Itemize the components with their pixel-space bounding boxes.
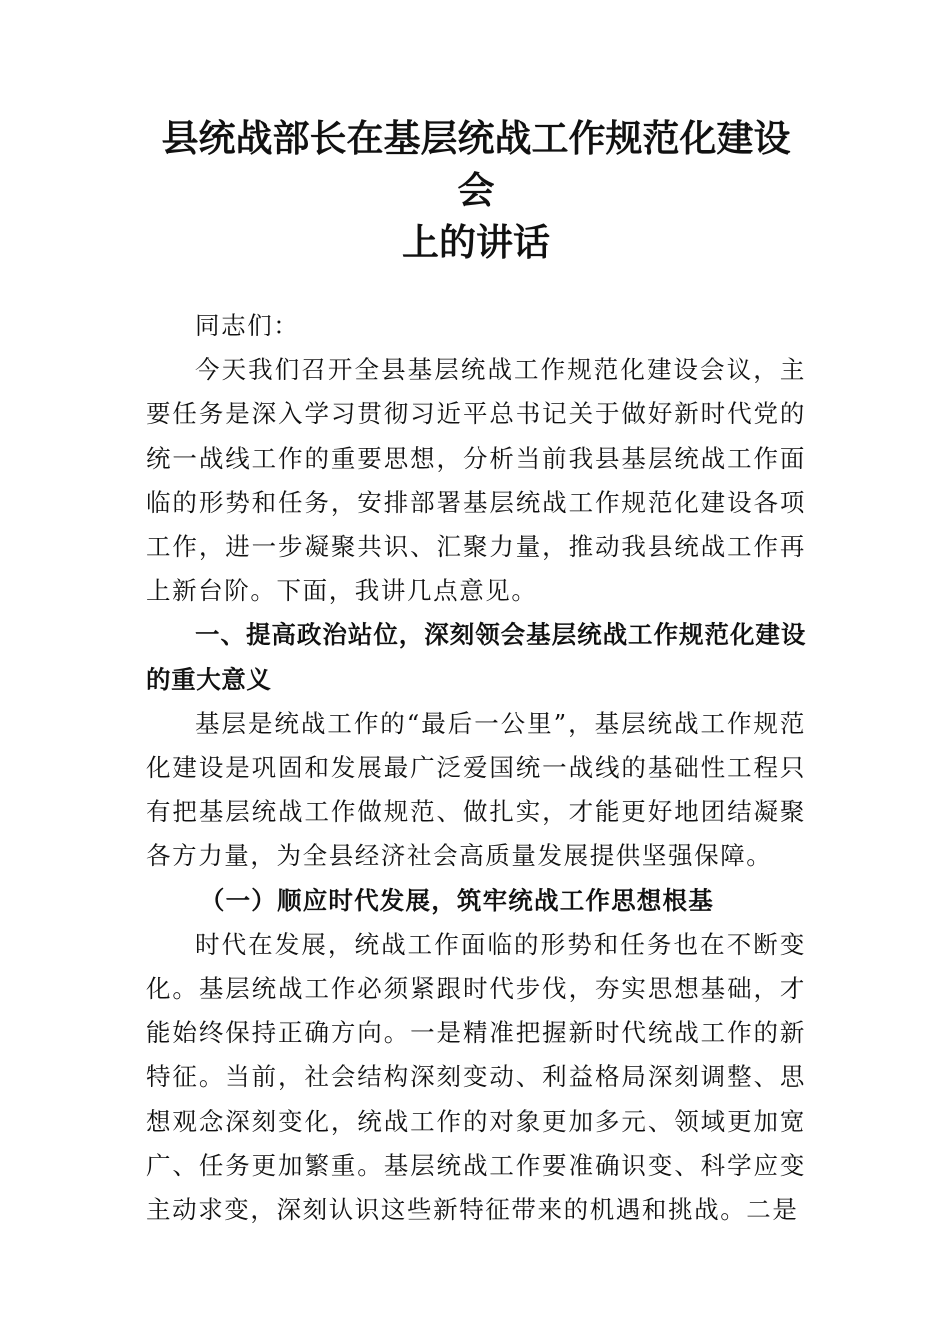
- document-title: [146, 112, 806, 268]
- subsection-1-paragraph: 时代在发展，统战工作面临的形势和任务也在不断变化。基层统战工作必须紧跟时代步伐，夯实思想基础，才能始终保持正确方向。一是精准把握新时代统战工作的新特征。当前，社会结构深刻变动、利益格局深刻调整、思想观念深刻变化，统战工作的对象更加多元、领域更加宽广、任务更加繁重。基层统战工作要准确识变、科学应变主动求变，深刻认识这些新特征带来的机遇和挑战。二是: [146, 929, 806, 1225]
- subsection-heading-1: （一）顺应时代发展，筑牢统战工作思想根基: [199, 885, 714, 915]
- section-heading-1: 一、提高政治站位，深刻领会基层统战工作规范化建设的重大意义: [146, 620, 806, 694]
- section-1-paragraph: 基层是统战工作的“最后一公里”，基层统战工作规范化建设是巩固和发展最广泛爱国统一战线的基础性工程只有把基层统战工作做规范、做扎实，才能更好地团结凝聚各方力量，为全县经济社会高质量发展提供坚强保障。: [146, 708, 806, 871]
- document-body: [146, 304, 806, 1232]
- salutation: 同志们：: [195, 311, 300, 340]
- title-line-2: 上的讲话: [402, 220, 550, 264]
- document-page: [146, 112, 806, 1232]
- intro-paragraph: 今天我们召开全县基层统战工作规范化建设会议，主要任务是深入学习贯彻习近平总书记关于做好新时代党的统一战线工作的重要思想，分析当前我县基层统战工作面临的形势和任务，安排部署基层统战工作规范化建设各项工作，进一步凝聚共识、汇聚力量，推动我县统战工作再上新台阶。下面，我讲几点意见。: [146, 355, 806, 606]
- title-line-1: 县统战部长在基层统战工作规范化建设会: [161, 116, 791, 212]
